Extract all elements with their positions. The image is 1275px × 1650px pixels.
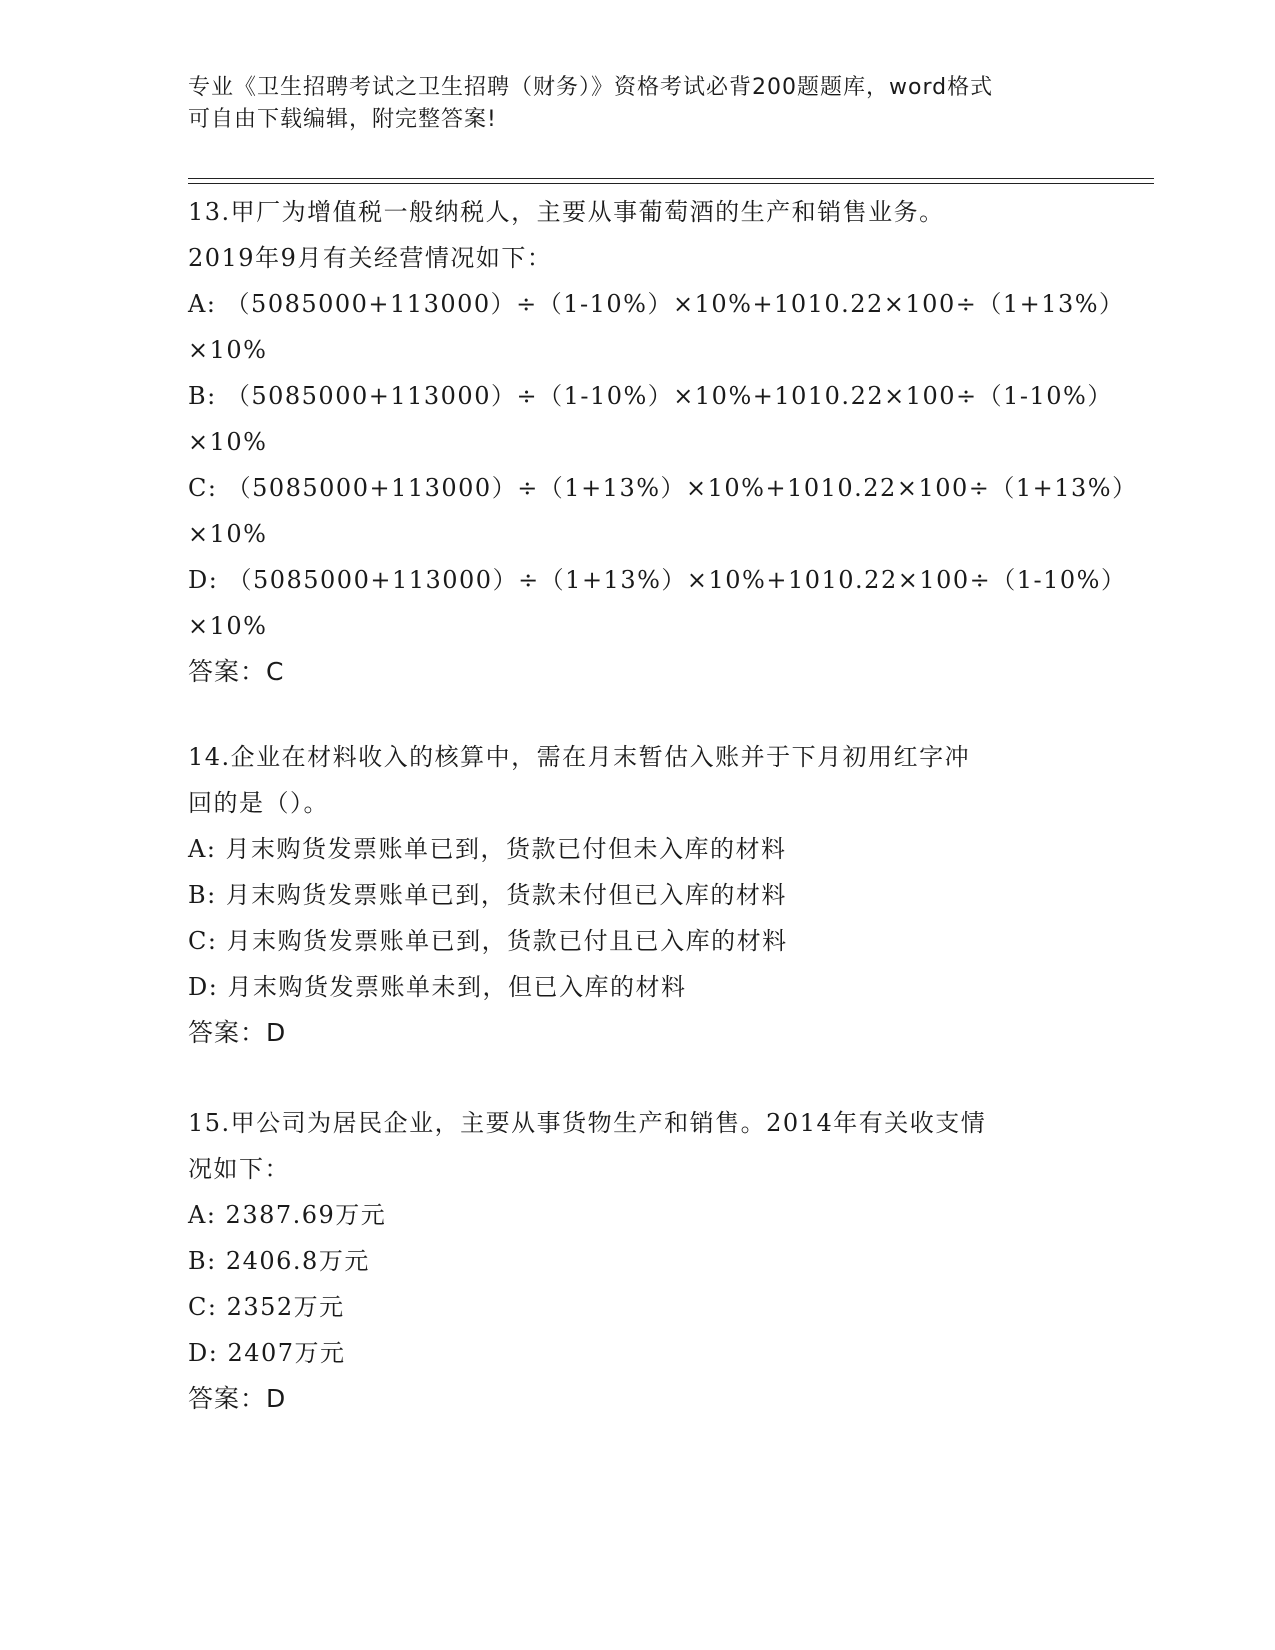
question-stem-line: 2019年9月有关经营情况如下： [188, 244, 553, 272]
option-a: A: 月末购货发票账单已到，货款已付但未入库的材料 [188, 835, 787, 863]
option-a: A: （5085000+113000）÷（1-10%）×10%+1010.22×100÷（1+13%） [188, 290, 1125, 318]
question-stem-line: 回的是（）。 [188, 789, 329, 817]
question-stem-line: 14.企业在材料收入的核算中，需在月末暂估入账并于下月初用红字冲 [188, 743, 971, 771]
question-14 [188, 734, 1088, 1056]
header-line-1: 专业《卫生招聘考试之卫生招聘（财务）》资格考试必背200题题库，word格式 [188, 75, 994, 100]
option-b: B: 2406.8万元 [188, 1247, 370, 1275]
option-c: C: 月末购货发票账单已到，货款已付且已入库的材料 [188, 927, 788, 955]
option-a: A: 2387.69万元 [188, 1201, 387, 1229]
option-b-continued: ×10% [188, 428, 268, 456]
option-b: B: （5085000+113000）÷（1-10%）×10%+1010.22×100÷（1-10%） [188, 382, 1113, 410]
option-c: C: （5085000+113000）÷（1+13%）×10%+1010.22×100÷（1+13%） [188, 474, 1138, 502]
option-c-continued: ×10% [188, 520, 268, 548]
question-stem-line: 况如下： [188, 1155, 290, 1183]
header-line-2: 可自由下载编辑，附完整答案! [188, 107, 497, 132]
option-b: B: 月末购货发票账单已到，货款未付但已入库的材料 [188, 881, 787, 909]
option-d: D: （5085000+113000）÷（1+13%）×10%+1010.22×100÷（1-10%） [188, 566, 1127, 594]
question-stem-line: 13.甲厂为增值税一般纳税人，主要从事葡萄酒的生产和销售业务。 [188, 198, 945, 226]
answer-label: 答案：D [188, 1018, 287, 1047]
question-13 [188, 189, 1138, 695]
answer-label: 答案：D [188, 1384, 287, 1413]
option-d: D: 2407万元 [188, 1339, 346, 1367]
question-stem-line: 15.甲公司为居民企业，主要从事货物生产和销售。2014年有关收支情 [188, 1109, 987, 1137]
answer-label: 答案：C [188, 657, 285, 686]
option-d-continued: ×10% [188, 612, 268, 640]
option-a-continued: ×10% [188, 336, 268, 364]
document-header [188, 72, 1088, 136]
header-divider-bottom [188, 183, 1154, 184]
option-c: C: 2352万元 [188, 1293, 345, 1321]
header-divider-top [188, 178, 1154, 179]
option-d: D: 月末购货发票账单未到，但已入库的材料 [188, 973, 687, 1001]
question-15 [188, 1100, 1088, 1422]
